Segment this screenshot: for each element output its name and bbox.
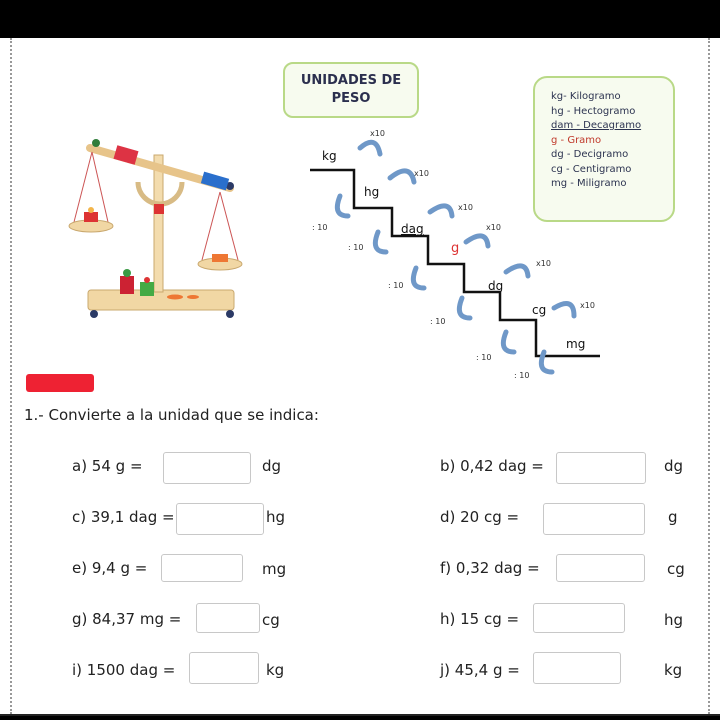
divide-label-2: : 10: [348, 243, 364, 252]
multiply-arrow-4: [466, 236, 488, 246]
answer-box-i[interactable]: [189, 652, 259, 684]
exercise-prompt-j: j) 45,4 g =: [440, 661, 520, 679]
multiply-arrow-5: [506, 266, 528, 276]
exercise-unit-b: dg: [664, 457, 684, 475]
multiply-label-4: x10: [486, 223, 501, 232]
divide-label-6: : 10: [514, 371, 530, 380]
step-label-hg: hg: [364, 185, 380, 199]
exercise-prompt-g: g) 84,37 mg =: [72, 610, 182, 628]
divide-label-3: : 10: [388, 281, 404, 290]
divide-arrow-4: [459, 298, 470, 318]
exercise-unit-j: kg: [664, 661, 683, 679]
multiply-arrow-3: [430, 206, 452, 216]
answer-box-b[interactable]: [556, 452, 646, 484]
exercise-prompt-b: b) 0,42 dag =: [440, 457, 544, 475]
multiply-arrow-1: [360, 142, 380, 154]
unit-staircase-diagram: [300, 118, 620, 388]
page-edge-right: [708, 38, 710, 714]
multiply-arrow-6: [554, 304, 574, 317]
exercise-prompt-f: f) 0,32 dag =: [440, 559, 540, 577]
legend-item-hg: hg - Hectogramo: [551, 105, 636, 117]
exercise-unit-i: kg: [266, 661, 285, 679]
answer-box-c[interactable]: [176, 503, 264, 535]
exercise-prompt-c: c) 39,1 dag =: [72, 508, 175, 526]
step-label-dag: dag: [401, 222, 424, 236]
step-label-mg: mg: [566, 337, 586, 351]
answer-box-a[interactable]: [163, 452, 251, 484]
divide-arrow-1: [337, 196, 348, 216]
step-label-kg: kg: [322, 149, 337, 163]
exercise-prompt-a: a) 54 g =: [72, 457, 143, 475]
step-label-dg: dg: [488, 279, 504, 293]
exercise-unit-h: hg: [664, 611, 684, 629]
answer-box-f[interactable]: [556, 554, 645, 582]
exercise-unit-d: g: [668, 508, 678, 526]
divide-label-4: : 10: [430, 317, 446, 326]
multiply-label-6: x10: [580, 301, 595, 310]
answer-box-g[interactable]: [196, 603, 260, 633]
multiply-label-2: x10: [414, 169, 429, 178]
title-line-2: PESO: [331, 91, 371, 106]
legend-item-g: g - Gramo: [551, 134, 602, 146]
divide-label-1: : 10: [312, 223, 328, 232]
multiply-label-1: x10: [370, 129, 385, 138]
divide-arrow-2: [375, 232, 386, 252]
exercise-prompt-e: e) 9,4 g =: [72, 559, 148, 577]
multiply-label-5: x10: [536, 259, 551, 268]
multiply-arrow-2: [390, 171, 414, 182]
legend-item-dg: dg - Decigramo: [551, 149, 629, 160]
exercise-unit-f: cg: [667, 560, 685, 578]
page-edge-left: [10, 38, 12, 714]
answer-box-d[interactable]: [543, 503, 645, 535]
exercise-unit-e: mg: [262, 560, 287, 578]
legend-item-kg: kg- Kilogramo: [551, 91, 621, 102]
answer-box-e[interactable]: [161, 554, 243, 582]
multiply-label-3: x10: [458, 203, 473, 212]
exercise-prompt-i: i) 1500 dag =: [72, 661, 176, 679]
divide-label-5: : 10: [476, 353, 492, 362]
balance-scale-illustration: [60, 130, 250, 330]
legend-item-dam: dam - Decagramo: [551, 120, 642, 131]
legend-item-mg: mg - Miligramo: [551, 178, 627, 189]
title-box: [283, 62, 419, 118]
title-line-1: UNIDADES DE: [300, 73, 402, 88]
step-label-g: g: [451, 241, 460, 256]
step-label-cg: cg: [532, 303, 547, 317]
legend-item-cg: cg - Centigramo: [551, 163, 632, 175]
exercise-unit-g: cg: [262, 611, 280, 629]
exercise-unit-a: dg: [262, 457, 282, 475]
exercise-prompt-h: h) 15 cg =: [440, 610, 520, 628]
exercise-prompt-d: d) 20 cg =: [440, 508, 520, 526]
answer-box-j[interactable]: [533, 652, 621, 684]
exercise-unit-c: hg: [266, 508, 286, 526]
highlight-bar: [26, 374, 94, 392]
divide-arrow-5: [503, 332, 514, 352]
exercise-question: 1.- Convierte a la unidad que se indica:: [24, 406, 319, 424]
divide-arrow-3: [413, 268, 424, 288]
answer-box-h[interactable]: [533, 603, 625, 633]
